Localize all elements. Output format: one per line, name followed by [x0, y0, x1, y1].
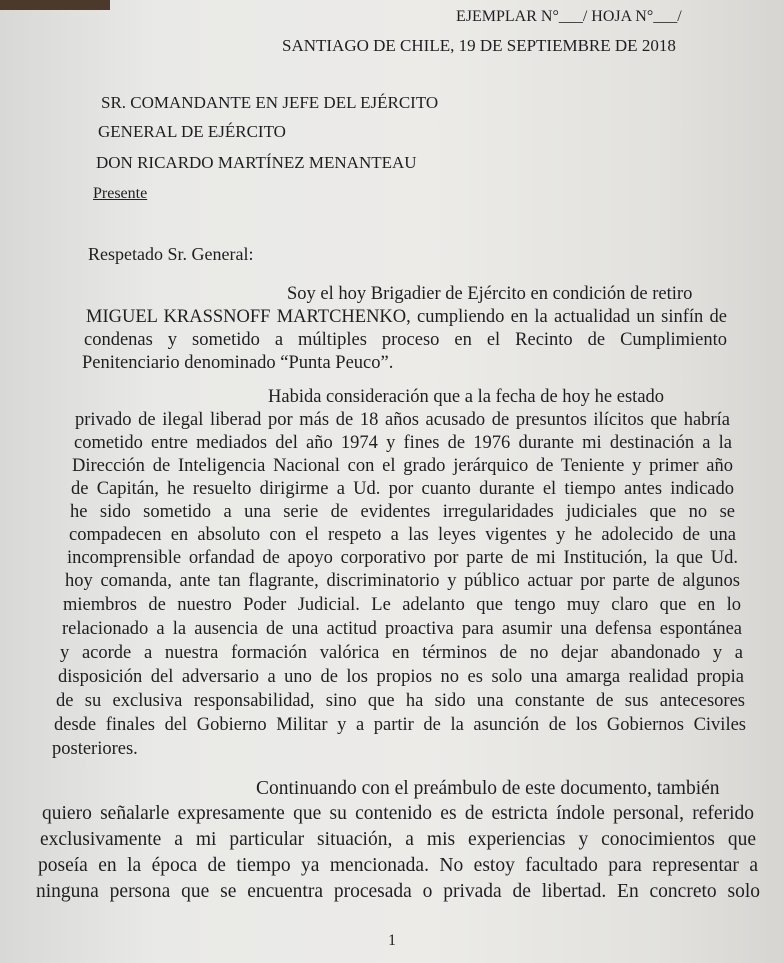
paragraph-2-line: de su exclusiva responsabilidad, sino que ha sido una constante de sus antecesores: [56, 691, 745, 711]
date-line: SANTIAGO DE CHILE, 19 DE SEPTIEMBRE DE 2018: [282, 36, 676, 55]
paragraph-1-line: MIGUEL KRASSNOFF MARTCHENKO, cumpliendo en la actualidad un sinfín de: [86, 307, 727, 327]
paragraph-2-line: Dirección de Inteligencia Nacional con el grado jerárquico de Teniente y primer año: [72, 456, 733, 476]
paragraph-3-line: Continuando con el preámbulo de este documento, también: [256, 778, 720, 799]
paragraph-2-line: posteriores.: [52, 739, 138, 759]
addressee-line-1: SR. COMANDANTE EN JEFE DEL EJÉRCITO: [101, 93, 439, 112]
salutation: Respetado Sr. General:: [88, 244, 254, 264]
copy-number-line: EJEMPLAR N°___/ HOJA N°___/: [456, 8, 682, 25]
paragraph-2-line: cometido entre mediados del año 1974 y fines de 1976 durante mi destinación a la: [74, 433, 732, 453]
paragraph-3-line: ninguna persona que se encuentra procesada o privada de libertad. En concreto solo: [36, 881, 760, 902]
paragraph-2-line: y acorde a nuestra formación valórica en términos de no dejar abandonado y a: [60, 643, 743, 663]
presente-label: Presente: [93, 185, 148, 202]
paragraph-3-line: poseía en la época de tiempo ya mencionada. No estoy facultado para representar a: [38, 855, 758, 876]
paragraph-1-line: condenas y sometido a múltiples proceso en el Recinto de Cumplimiento: [84, 330, 727, 350]
background-edge: [0, 0, 110, 10]
paragraph-2-line: privado de ilegal liberad por más de 18 años acusado de presuntos ilícitos que habría: [75, 410, 730, 430]
paragraph-2-line: compadecen en absoluto con el respeto a las leyes vigentes y he adolecido de una: [69, 525, 736, 545]
paragraph-2-line: disposición del adversario a uno de los propios no es solo una amarga realidad propia: [58, 667, 744, 687]
paragraph-2-line: he sido sometido a una serie de evidentes irregularidades judiciales que no se: [70, 502, 735, 522]
paragraph-2-line: relacionado a la ausencia de una actitud proactiva para asumir una defensa espontánea: [62, 619, 742, 639]
paragraph-1-line: Penitenciario denominado “Punta Peuco”.: [82, 353, 394, 373]
addressee-line-3: DON RICARDO MARTÍNEZ MENANTEAU: [96, 153, 417, 172]
page-number: 1: [388, 932, 396, 949]
paragraph-1-line: Soy el hoy Brigadier de Ejército en condición de retiro: [287, 284, 693, 304]
paragraph-3-line: quiero señalarle expresamente que su contenido es de estricta índole personal, referido: [42, 803, 754, 824]
paragraph-2-line: hoy comanda, ante tan flagrante, discriminatorio y público actuar por parte de algunos: [65, 571, 740, 591]
paragraph-2-line: incomprensible orfandad de apoyo corporativo por parte de mi Institución, la que Ud.: [67, 548, 738, 568]
paragraph-3-line: exclusivamente a mi particular situación, a mis experiencias y conocimientos que: [40, 829, 756, 850]
paragraph-2-line: Habida consideración que a la fecha de hoy he estado: [268, 387, 665, 407]
paragraph-2-line: miembros de nuestro Poder Judicial. Le adelanto que tengo muy claro que en lo: [63, 595, 741, 615]
paragraph-2-line: de Capitán, he resuelto dirigirme a Ud. por cuanto durante el tiempo antes indicado: [71, 479, 734, 499]
addressee-line-2: GENERAL DE EJÉRCITO: [98, 122, 286, 141]
paragraph-2-line: desde finales del Gobierno Militar y a partir de la asunción de los Gobiernos Civiles: [54, 715, 746, 735]
